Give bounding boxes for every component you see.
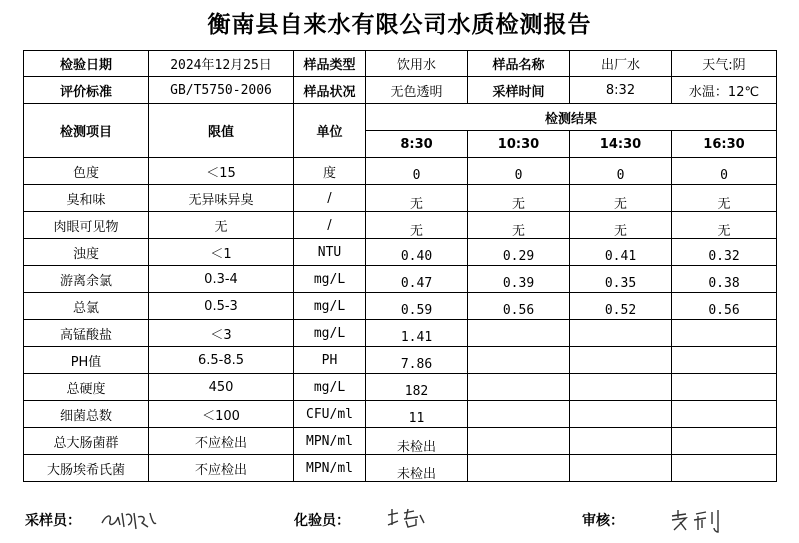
- time-header: 16:30: [672, 131, 777, 158]
- result-value: [570, 455, 672, 482]
- item-name: 浊度: [24, 239, 149, 266]
- item-name: 臭和味: [24, 185, 149, 212]
- unit-value: NTU: [294, 239, 366, 266]
- time-header: 8:30: [366, 131, 468, 158]
- sample-type-label: 样品类型: [294, 51, 366, 77]
- item-header: 检测项目: [24, 104, 149, 158]
- standard-value: GB/T5750-2006: [149, 77, 294, 104]
- limit-value: 450: [149, 374, 294, 401]
- result-value: [672, 347, 777, 374]
- limit-value: 0.3-4: [149, 266, 294, 293]
- result-value: [570, 401, 672, 428]
- table-row: [24, 185, 777, 212]
- result-value: [468, 401, 570, 428]
- result-value: 0.41: [570, 239, 672, 266]
- unit-value: mg/L: [294, 293, 366, 320]
- result-value: [672, 401, 777, 428]
- result-value: 0: [570, 158, 672, 185]
- result-value: [468, 455, 570, 482]
- standard-label: 评价标准: [24, 77, 149, 104]
- table-row: [24, 293, 777, 320]
- sample-type-value: 饮用水: [366, 51, 468, 77]
- item-name: 游离余氯: [24, 266, 149, 293]
- table-row: [24, 374, 777, 401]
- result-value: [672, 320, 777, 347]
- unit-value: mg/L: [294, 374, 366, 401]
- result-value: 0.29: [468, 239, 570, 266]
- unit-value: CFU/ml: [294, 401, 366, 428]
- sample-name-value: 出厂水: [570, 51, 672, 77]
- time-header: 14:30: [570, 131, 672, 158]
- unit-value: PH: [294, 347, 366, 374]
- limit-value: ＜100: [149, 401, 294, 428]
- reviewer-signature: [668, 506, 724, 534]
- item-name: 总硬度: [24, 374, 149, 401]
- table-row: [24, 266, 777, 293]
- report-title: 衡南县自来水有限公司水质检测报告: [207, 12, 592, 38]
- table-row: [24, 428, 777, 455]
- table-row: [24, 401, 777, 428]
- limit-value: 0.5-3: [149, 293, 294, 320]
- result-value: 0.52: [570, 293, 672, 320]
- result-value: 无: [570, 185, 672, 212]
- result-value: [672, 428, 777, 455]
- unit-value: MPN/ml: [294, 428, 366, 455]
- result-value: 0.38: [672, 266, 777, 293]
- result-value: [570, 320, 672, 347]
- unit-value: /: [294, 212, 366, 239]
- item-name: 色度: [24, 158, 149, 185]
- limit-value: ＜15: [149, 158, 294, 185]
- result-value: [468, 347, 570, 374]
- result-value: [570, 374, 672, 401]
- result-value: 0.40: [366, 239, 468, 266]
- result-value: 无: [570, 212, 672, 239]
- result-value: 无: [672, 212, 777, 239]
- sampling-time-value: 8:32: [570, 77, 672, 104]
- sample-state-label: 样品状况: [294, 77, 366, 104]
- results-header: 检测结果: [366, 104, 777, 131]
- limit-value: 不应检出: [149, 455, 294, 482]
- water-quality-table: [23, 50, 777, 482]
- result-value: 0.47: [366, 266, 468, 293]
- result-value: [468, 320, 570, 347]
- result-value: 无: [366, 185, 468, 212]
- result-value: [468, 374, 570, 401]
- result-value: [468, 428, 570, 455]
- result-value: 无: [468, 185, 570, 212]
- limit-value: 无异味异臭: [149, 185, 294, 212]
- sampler-label: 采样员：: [25, 513, 81, 529]
- table-row: [24, 212, 777, 239]
- limit-value: 无: [149, 212, 294, 239]
- test-date-value: 2024年12月25日: [149, 51, 294, 77]
- result-value: 0: [366, 158, 468, 185]
- result-value: [570, 428, 672, 455]
- item-name: 高锰酸盐: [24, 320, 149, 347]
- result-value: [672, 455, 777, 482]
- sampler-signature: [98, 505, 160, 533]
- result-value: 0: [468, 158, 570, 185]
- result-value: 0.35: [570, 266, 672, 293]
- info-row-2: [24, 77, 777, 104]
- result-value: 0.59: [366, 293, 468, 320]
- unit-value: /: [294, 185, 366, 212]
- table-row: [24, 158, 777, 185]
- water-temp-value: 水温：12℃: [672, 77, 777, 104]
- result-value: 0: [672, 158, 777, 185]
- test-date-label: 检验日期: [24, 51, 149, 77]
- unit-value: MPN/ml: [294, 455, 366, 482]
- result-value: [570, 347, 672, 374]
- sampling-time-label: 采样时间: [468, 77, 570, 104]
- weather-value: 天气:阴: [672, 51, 777, 77]
- item-name: 大肠埃希氏菌: [24, 455, 149, 482]
- table-row: [24, 320, 777, 347]
- limit-value: ＜3: [149, 320, 294, 347]
- reviewer-label: 审核：: [582, 513, 624, 529]
- result-value: 0.56: [672, 293, 777, 320]
- unit-value: mg/L: [294, 266, 366, 293]
- item-name: 肉眼可见物: [24, 212, 149, 239]
- result-value: 1.41: [366, 320, 468, 347]
- unit-value: mg/L: [294, 320, 366, 347]
- result-value: 0.39: [468, 266, 570, 293]
- result-value: 0.56: [468, 293, 570, 320]
- sample-name-label: 样品名称: [468, 51, 570, 77]
- result-value: 未检出: [366, 428, 468, 455]
- item-name: 细菌总数: [24, 401, 149, 428]
- item-name: 总大肠菌群: [24, 428, 149, 455]
- table-row: [24, 347, 777, 374]
- limit-header: 限值: [149, 104, 294, 158]
- table-row: [24, 455, 777, 482]
- unit-value: 度: [294, 158, 366, 185]
- result-value: 无: [468, 212, 570, 239]
- chemist-label: 化验员：: [294, 513, 350, 529]
- result-value: 7.86: [366, 347, 468, 374]
- limit-value: 不应检出: [149, 428, 294, 455]
- info-row-1: [24, 51, 777, 77]
- result-value: [672, 374, 777, 401]
- table-row: [24, 239, 777, 266]
- result-value: 无: [366, 212, 468, 239]
- result-value: 182: [366, 374, 468, 401]
- item-name: PH值: [24, 347, 149, 374]
- result-value: 无: [672, 185, 777, 212]
- time-header: 10:30: [468, 131, 570, 158]
- limit-value: 6.5-8.5: [149, 347, 294, 374]
- result-value: 11: [366, 401, 468, 428]
- result-value: 0.32: [672, 239, 777, 266]
- unit-header: 单位: [294, 104, 366, 158]
- result-value: 未检出: [366, 455, 468, 482]
- sample-state-value: 无色透明: [366, 77, 468, 104]
- limit-value: ＜1: [149, 239, 294, 266]
- chemist-signature: [384, 505, 430, 531]
- header-row-1: [24, 104, 777, 131]
- item-name: 总氯: [24, 293, 149, 320]
